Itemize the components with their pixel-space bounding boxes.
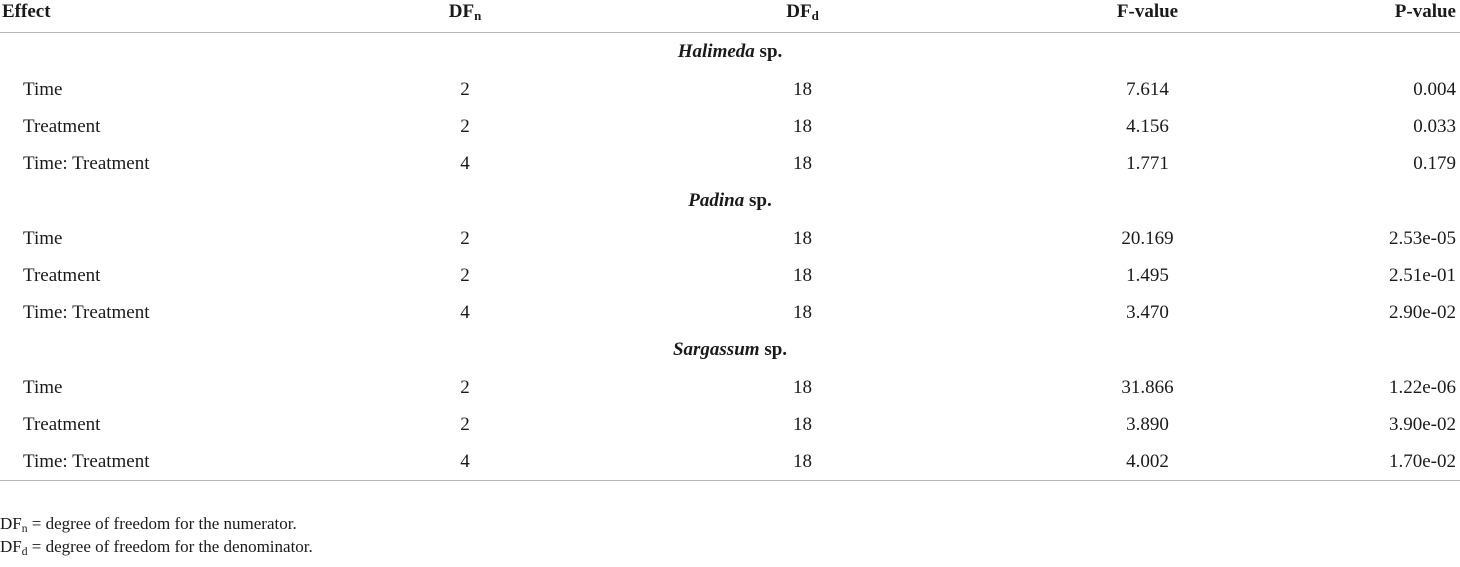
- cell-effect: Time: Treatment: [23, 152, 150, 174]
- cell-pvalue: 0.004: [1413, 78, 1456, 100]
- cell-effect: Time: [23, 78, 63, 100]
- header-dfn: [340, 0, 580, 33]
- cell-dfn: 4: [340, 443, 580, 481]
- table-row: [0, 145, 1460, 182]
- cell-dfn: 4: [460, 301, 470, 323]
- cell-effect: Treatment: [23, 115, 101, 137]
- cell-dfd: 18: [793, 227, 812, 249]
- group-header-row: [0, 182, 1460, 220]
- cell-fvalue: 1.771: [1126, 152, 1169, 174]
- cell-dfn: 2: [460, 115, 470, 137]
- table-row: [0, 406, 1460, 443]
- cell-pvalue: 2.51e-01: [1388, 264, 1456, 286]
- cell-dfd: 18: [793, 376, 812, 398]
- cell-fvalue: 4.156: [1126, 115, 1169, 137]
- cell-dfd: 18: [793, 413, 812, 435]
- table-row: [0, 257, 1460, 294]
- cell-dfd: 18: [580, 443, 980, 481]
- header-row: [0, 0, 1460, 33]
- cell-dfn: 2: [460, 413, 470, 435]
- group-title: [0, 33, 1460, 72]
- cell-pvalue: 1.22e-06: [1388, 376, 1456, 398]
- footnote-dfn-text: = degree of freedom for the numerator.: [27, 514, 297, 533]
- table-row: [0, 71, 1460, 108]
- header-dfd: [580, 0, 980, 33]
- header-pvalue: P-value: [1250, 0, 1460, 33]
- table-row: [0, 369, 1460, 406]
- cell-effect: Time: [23, 227, 63, 249]
- cell-fvalue: 7.614: [1126, 78, 1169, 100]
- cell-fvalue: 31.866: [1121, 376, 1174, 398]
- group-genus: Sargassum: [672, 339, 760, 360]
- cell-pvalue: 2.90e-02: [1388, 301, 1456, 323]
- cell-pvalue: 0.179: [1413, 152, 1456, 174]
- table-row: [0, 108, 1460, 145]
- table-row: [0, 220, 1460, 257]
- header-dfn-main: DF: [448, 1, 475, 22]
- table-body: [0, 33, 1460, 481]
- group-genus: Padina: [688, 190, 745, 211]
- footnote-dfd-text: = degree of freedom for the denominator.: [27, 537, 313, 556]
- cell-fvalue: 20.169: [1121, 227, 1174, 249]
- cell-fvalue: 3.890: [1126, 413, 1169, 435]
- table-row: [0, 294, 1460, 331]
- cell-effect: Treatment: [23, 264, 101, 286]
- cell-effect: Time: Treatment: [0, 443, 340, 481]
- cell-dfd: 18: [793, 301, 812, 323]
- group-suffix: sp.: [744, 190, 772, 211]
- group-suffix: sp.: [759, 339, 788, 360]
- footnote-dfd: [0, 535, 313, 558]
- cell-dfn: 2: [460, 227, 470, 249]
- footnote-dfn: [0, 512, 313, 535]
- footnote-dfn-sub: n: [21, 521, 28, 535]
- footnote-dfd-main: DF: [0, 537, 22, 556]
- cell-fvalue: 4.002: [980, 443, 1250, 481]
- cell-dfn: 2: [460, 264, 470, 286]
- cell-dfd: 18: [793, 78, 812, 100]
- cell-pvalue: 3.90e-02: [1388, 413, 1456, 435]
- cell-effect: Treatment: [23, 413, 101, 435]
- group-suffix: sp.: [754, 41, 783, 62]
- cell-fvalue: 1.495: [1126, 264, 1169, 286]
- footnote-dfn-main: DF: [0, 514, 22, 533]
- group-header-row: [0, 331, 1460, 369]
- table-footnotes: [0, 512, 313, 558]
- cell-effect: Time: Treatment: [23, 301, 150, 323]
- group-title: [0, 182, 1460, 220]
- footnote-dfd-sub: d: [21, 544, 28, 558]
- header-dfn-sub: n: [474, 8, 482, 24]
- cell-fvalue: 3.470: [1126, 301, 1169, 323]
- cell-effect: Time: [23, 376, 63, 398]
- header-dfd-sub: d: [811, 8, 819, 24]
- cell-dfn: 4: [460, 152, 470, 174]
- group-header-row: [0, 33, 1460, 72]
- cell-dfn: 2: [460, 78, 470, 100]
- cell-dfn: 2: [460, 376, 470, 398]
- header-dfd-main: DF: [786, 1, 812, 22]
- header-fvalue: F-value: [980, 0, 1250, 33]
- cell-dfd: 18: [793, 115, 812, 137]
- table-row: [0, 443, 1460, 481]
- cell-dfd: 18: [793, 152, 812, 174]
- cell-pvalue: 0.033: [1413, 115, 1456, 137]
- cell-pvalue: 2.53e-05: [1388, 227, 1456, 249]
- group-genus: Halimeda: [677, 41, 755, 62]
- header-effect: Effect: [0, 0, 340, 33]
- cell-pvalue: 1.70e-02: [1250, 443, 1460, 481]
- cell-dfd: 18: [793, 264, 812, 286]
- table-header: [0, 0, 1460, 33]
- group-title: [0, 331, 1460, 369]
